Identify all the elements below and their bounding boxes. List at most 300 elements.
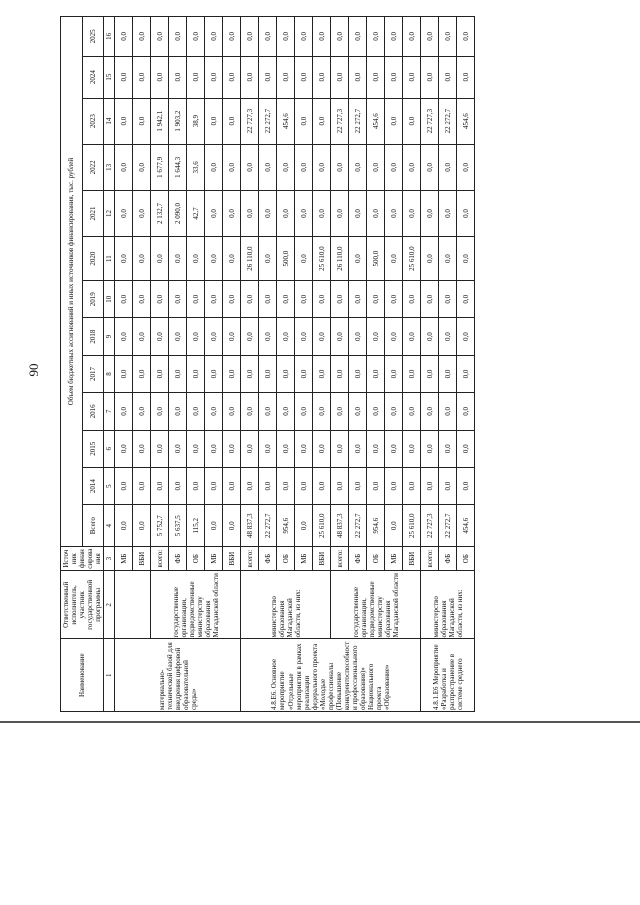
year-value-cell: 0,0 xyxy=(115,318,133,355)
year-value-cell: 0,0 xyxy=(295,467,313,504)
page-number: 90 xyxy=(26,363,41,377)
year-value-cell: 0,0 xyxy=(421,430,439,467)
year-value-cell: 0,0 xyxy=(151,430,169,467)
year-value-cell: 0,0 xyxy=(205,17,223,57)
year-value-cell: 0,0 xyxy=(115,190,133,236)
source-cell: всего: xyxy=(421,547,439,571)
year-value-cell: 0,0 xyxy=(457,237,475,281)
year-value-cell: 0,0 xyxy=(205,98,223,144)
year-value-cell: 0,0 xyxy=(205,430,223,467)
year-value-cell: 0,0 xyxy=(421,237,439,281)
year-value-cell: 38,9 xyxy=(187,98,205,144)
year-value-cell: 0,0 xyxy=(205,355,223,392)
year-value-cell: 0,0 xyxy=(259,281,277,318)
year-value-cell: 0,0 xyxy=(367,144,385,190)
total-value-cell: 25 610,0 xyxy=(313,505,331,547)
year-value-cell: 0,0 xyxy=(439,467,457,504)
year-value-cell: 0,0 xyxy=(403,190,421,236)
year-value-cell: 0,0 xyxy=(277,318,295,355)
year-value-cell: 0,0 xyxy=(169,237,187,281)
budget-table-container xyxy=(60,16,560,712)
year-value-cell: 0,0 xyxy=(277,281,295,318)
responsible-cell: министерство образования Магаданской области, из них: xyxy=(421,571,475,639)
year-value-cell: 0,0 xyxy=(223,190,241,236)
total-value-cell: 25 610,0 xyxy=(403,505,421,547)
total-value-cell: 0,0 xyxy=(205,505,223,547)
year-value-cell: 0,0 xyxy=(277,17,295,57)
column-number: 11 xyxy=(104,237,115,281)
year-value-cell: 0,0 xyxy=(331,56,349,98)
year-value-cell: 2 132,7 xyxy=(151,190,169,236)
year-value-cell: 0,0 xyxy=(187,355,205,392)
year-value-cell: 0,0 xyxy=(457,318,475,355)
year-value-cell: 0,0 xyxy=(457,467,475,504)
year-value-cell: 0,0 xyxy=(169,355,187,392)
year-value-cell: 0,0 xyxy=(205,144,223,190)
year-value-cell: 0,0 xyxy=(223,237,241,281)
year-value-cell: 0,0 xyxy=(133,237,151,281)
year-value-cell: 0,0 xyxy=(241,281,259,318)
year-value-cell: 0,0 xyxy=(331,355,349,392)
table-body xyxy=(115,17,475,712)
year-value-cell: 22 272,7 xyxy=(349,98,367,144)
year-value-cell: 0,0 xyxy=(241,355,259,392)
year-value-cell: 0,0 xyxy=(223,56,241,98)
source-cell: ФБ xyxy=(259,547,277,571)
table-row xyxy=(331,17,349,712)
total-value-cell: 5 637,5 xyxy=(169,505,187,547)
year-value-cell: 0,0 xyxy=(385,355,403,392)
year-value-cell: 0,0 xyxy=(259,17,277,57)
year-value-cell: 0,0 xyxy=(259,190,277,236)
responsible-cell: государственные организации, подведомственные министерству образования Магаданской области xyxy=(151,571,241,639)
source-cell: ФБ xyxy=(349,547,367,571)
header-year: 2019 xyxy=(82,281,104,318)
year-value-cell: 0,0 xyxy=(295,56,313,98)
year-value-cell: 0,0 xyxy=(367,467,385,504)
year-value-cell: 0,0 xyxy=(133,144,151,190)
year-value-cell: 0,0 xyxy=(169,281,187,318)
year-value-cell: 0,0 xyxy=(349,318,367,355)
year-value-cell: 0,0 xyxy=(313,98,331,144)
year-value-cell: 25 610,0 xyxy=(313,237,331,281)
column-number: 10 xyxy=(104,281,115,318)
year-value-cell: 0,0 xyxy=(115,56,133,98)
source-cell: ФБ xyxy=(169,547,187,571)
source-cell: МБ xyxy=(295,547,313,571)
year-value-cell: 0,0 xyxy=(313,393,331,430)
year-value-cell: 0,0 xyxy=(133,17,151,57)
year-value-cell: 0,0 xyxy=(313,430,331,467)
year-value-cell: 0,0 xyxy=(205,281,223,318)
year-value-cell: 0,0 xyxy=(367,393,385,430)
year-value-cell: 0,0 xyxy=(295,281,313,318)
year-value-cell: 0,0 xyxy=(169,56,187,98)
year-value-cell: 0,0 xyxy=(313,56,331,98)
year-value-cell: 42,7 xyxy=(187,190,205,236)
year-value-cell: 0,0 xyxy=(331,281,349,318)
column-number: 12 xyxy=(104,190,115,236)
source-cell: всего: xyxy=(151,547,169,571)
year-value-cell: 0,0 xyxy=(421,281,439,318)
year-value-cell: 0,0 xyxy=(205,56,223,98)
year-value-cell: 454,6 xyxy=(367,98,385,144)
header-responsible: Ответственный исполнитель, участник государственной программы xyxy=(61,571,104,639)
year-value-cell: 0,0 xyxy=(277,393,295,430)
year-value-cell: 0,0 xyxy=(241,190,259,236)
header-year: 2015 xyxy=(82,430,104,467)
year-value-cell: 0,0 xyxy=(133,281,151,318)
year-value-cell: 0,0 xyxy=(115,393,133,430)
year-value-cell: 0,0 xyxy=(439,355,457,392)
year-value-cell: 0,0 xyxy=(331,318,349,355)
year-value-cell: 0,0 xyxy=(439,393,457,430)
year-value-cell: 0,0 xyxy=(295,237,313,281)
year-value-cell: 0,0 xyxy=(295,190,313,236)
year-value-cell: 0,0 xyxy=(367,430,385,467)
year-value-cell: 22 727,3 xyxy=(421,98,439,144)
header-volume: Объем бюджетных ассигнований и иных источников финансирования, тыс. рублей xyxy=(61,17,83,547)
year-value-cell: 0,0 xyxy=(457,430,475,467)
year-value-cell: 0,0 xyxy=(223,430,241,467)
year-value-cell: 0,0 xyxy=(115,355,133,392)
year-value-cell: 0,0 xyxy=(133,467,151,504)
column-number: 16 xyxy=(104,17,115,57)
source-cell: всего: xyxy=(331,547,349,571)
scan-border-line xyxy=(0,721,640,723)
year-value-cell: 0,0 xyxy=(205,393,223,430)
year-value-cell: 0,0 xyxy=(115,237,133,281)
year-value-cell: 0,0 xyxy=(151,355,169,392)
column-number: 6 xyxy=(104,430,115,467)
year-value-cell: 1 903,2 xyxy=(169,98,187,144)
year-value-cell: 0,0 xyxy=(277,144,295,190)
year-value-cell: 0,0 xyxy=(367,190,385,236)
header-year: 2016 xyxy=(82,393,104,430)
year-value-cell: 0,0 xyxy=(385,281,403,318)
year-value-cell: 0,0 xyxy=(349,190,367,236)
source-cell: МБ xyxy=(115,547,133,571)
year-value-cell: 0,0 xyxy=(421,393,439,430)
year-value-cell: 0,0 xyxy=(439,281,457,318)
year-value-cell: 454,6 xyxy=(457,98,475,144)
year-value-cell: 0,0 xyxy=(223,355,241,392)
year-value-cell: 0,0 xyxy=(331,17,349,57)
year-value-cell: 0,0 xyxy=(421,17,439,57)
year-value-cell: 0,0 xyxy=(259,393,277,430)
year-value-cell: 0,0 xyxy=(295,355,313,392)
year-value-cell: 0,0 xyxy=(331,144,349,190)
responsible-cell: министерство образования Магаданской области, из них: xyxy=(241,571,331,639)
year-value-cell: 1 677,9 xyxy=(151,144,169,190)
year-value-cell: 0,0 xyxy=(241,467,259,504)
year-value-cell: 0,0 xyxy=(115,467,133,504)
year-value-cell: 0,0 xyxy=(439,17,457,57)
year-value-cell: 0,0 xyxy=(223,318,241,355)
year-value-cell: 0,0 xyxy=(295,98,313,144)
total-value-cell: 48 837,3 xyxy=(241,505,259,547)
total-value-cell: 5 752,7 xyxy=(151,505,169,547)
year-value-cell: 0,0 xyxy=(133,430,151,467)
year-value-cell: 33,6 xyxy=(187,144,205,190)
source-cell: ОБ xyxy=(277,547,295,571)
year-value-cell: 0,0 xyxy=(259,56,277,98)
year-value-cell: 0,0 xyxy=(295,393,313,430)
year-value-cell: 0,0 xyxy=(385,237,403,281)
year-value-cell: 0,0 xyxy=(115,17,133,57)
year-value-cell: 0,0 xyxy=(421,190,439,236)
source-cell: ОБ xyxy=(457,547,475,571)
year-value-cell: 26 110,0 xyxy=(331,237,349,281)
year-value-cell: 0,0 xyxy=(151,17,169,57)
year-value-cell: 0,0 xyxy=(187,237,205,281)
year-value-cell: 0,0 xyxy=(385,98,403,144)
total-value-cell: 22 272,7 xyxy=(349,505,367,547)
total-value-cell: 22 727,3 xyxy=(421,505,439,547)
year-value-cell: 0,0 xyxy=(241,430,259,467)
column-number: 4 xyxy=(104,505,115,547)
total-value-cell: 454,6 xyxy=(457,505,475,547)
year-value-cell: 0,0 xyxy=(457,281,475,318)
year-value-cell: 0,0 xyxy=(133,190,151,236)
year-value-cell: 0,0 xyxy=(349,430,367,467)
column-number: 2 xyxy=(104,571,115,639)
year-value-cell: 0,0 xyxy=(403,318,421,355)
year-value-cell: 0,0 xyxy=(277,430,295,467)
total-value-cell: 0,0 xyxy=(385,505,403,547)
header-year: 2024 xyxy=(82,56,104,98)
year-value-cell: 0,0 xyxy=(205,318,223,355)
year-value-cell: 454,6 xyxy=(277,98,295,144)
source-cell: ВБИ xyxy=(313,547,331,571)
year-value-cell: 0,0 xyxy=(313,467,331,504)
year-value-cell: 0,0 xyxy=(331,467,349,504)
year-value-cell: 0,0 xyxy=(187,393,205,430)
year-value-cell: 0,0 xyxy=(187,281,205,318)
year-value-cell: 25 610,0 xyxy=(403,237,421,281)
year-value-cell: 0,0 xyxy=(349,144,367,190)
header-year: 2021 xyxy=(82,190,104,236)
year-value-cell: 1 942,1 xyxy=(151,98,169,144)
year-value-cell: 0,0 xyxy=(457,56,475,98)
source-cell: ФБ xyxy=(439,547,457,571)
year-value-cell: 0,0 xyxy=(313,144,331,190)
year-value-cell: 0,0 xyxy=(421,56,439,98)
year-value-cell: 0,0 xyxy=(313,318,331,355)
total-value-cell: 954,6 xyxy=(367,505,385,547)
header-year: 2023 xyxy=(82,98,104,144)
year-value-cell: 0,0 xyxy=(331,190,349,236)
source-cell: МБ xyxy=(385,547,403,571)
column-number: 1 xyxy=(104,639,115,712)
source-cell: ОБ xyxy=(367,547,385,571)
year-value-cell: 0,0 xyxy=(259,355,277,392)
year-value-cell: 0,0 xyxy=(223,467,241,504)
year-value-cell: 0,0 xyxy=(241,318,259,355)
year-value-cell: 0,0 xyxy=(259,144,277,190)
year-value-cell: 0,0 xyxy=(295,144,313,190)
column-number: 3 xyxy=(104,547,115,571)
year-value-cell: 0,0 xyxy=(187,56,205,98)
year-value-cell: 0,0 xyxy=(241,144,259,190)
year-value-cell: 0,0 xyxy=(259,430,277,467)
year-value-cell: 0,0 xyxy=(295,17,313,57)
header-year: 2018 xyxy=(82,318,104,355)
year-value-cell: 0,0 xyxy=(259,467,277,504)
year-value-cell: 0,0 xyxy=(349,467,367,504)
year-value-cell: 0,0 xyxy=(403,355,421,392)
column-number: 7 xyxy=(104,393,115,430)
header-row-1 xyxy=(61,17,83,712)
column-number: 14 xyxy=(104,98,115,144)
year-value-cell: 0,0 xyxy=(205,190,223,236)
total-value-cell: 22 272,7 xyxy=(259,505,277,547)
year-value-cell: 0,0 xyxy=(421,467,439,504)
year-value-cell: 0,0 xyxy=(403,144,421,190)
source-cell: МБ xyxy=(205,547,223,571)
year-value-cell: 0,0 xyxy=(349,17,367,57)
source-cell: ОБ xyxy=(187,547,205,571)
year-value-cell: 0,0 xyxy=(349,393,367,430)
total-value-cell: 0,0 xyxy=(133,505,151,547)
source-cell: ВБИ xyxy=(403,547,421,571)
year-value-cell: 0,0 xyxy=(313,190,331,236)
year-value-cell: 0,0 xyxy=(133,393,151,430)
year-value-cell: 0,0 xyxy=(223,281,241,318)
rotated-table xyxy=(60,16,560,712)
year-value-cell: 500,0 xyxy=(367,237,385,281)
column-numbers-row xyxy=(104,17,115,712)
column-number: 5 xyxy=(104,467,115,504)
year-value-cell: 0,0 xyxy=(439,318,457,355)
year-value-cell: 0,0 xyxy=(349,56,367,98)
column-number: 15 xyxy=(104,56,115,98)
year-value-cell: 22 272,7 xyxy=(259,98,277,144)
year-value-cell: 0,0 xyxy=(205,467,223,504)
total-value-cell: 48 837,3 xyxy=(331,505,349,547)
year-value-cell: 0,0 xyxy=(331,430,349,467)
year-value-cell: 0,0 xyxy=(259,318,277,355)
year-value-cell: 0,0 xyxy=(169,17,187,57)
year-value-cell: 0,0 xyxy=(295,318,313,355)
year-value-cell: 0,0 xyxy=(295,430,313,467)
source-cell: ВБИ xyxy=(223,547,241,571)
year-value-cell: 0,0 xyxy=(241,56,259,98)
year-value-cell: 0,0 xyxy=(277,355,295,392)
year-value-cell: 0,0 xyxy=(223,17,241,57)
year-value-cell: 0,0 xyxy=(367,355,385,392)
year-value-cell: 0,0 xyxy=(277,56,295,98)
header-total: Всего xyxy=(82,505,104,547)
year-value-cell: 0,0 xyxy=(133,98,151,144)
year-value-cell: 0,0 xyxy=(439,190,457,236)
year-value-cell: 0,0 xyxy=(349,237,367,281)
year-value-cell: 0,0 xyxy=(439,430,457,467)
year-value-cell: 500,0 xyxy=(277,237,295,281)
year-value-cell: 0,0 xyxy=(385,56,403,98)
year-value-cell: 0,0 xyxy=(169,430,187,467)
year-value-cell: 22 272,7 xyxy=(439,98,457,144)
table-row xyxy=(115,17,133,712)
year-value-cell: 0,0 xyxy=(313,355,331,392)
year-value-cell: 1 644,3 xyxy=(169,144,187,190)
year-value-cell: 0,0 xyxy=(241,17,259,57)
year-value-cell: 0,0 xyxy=(151,318,169,355)
source-cell: всего: xyxy=(241,547,259,571)
year-value-cell: 0,0 xyxy=(133,318,151,355)
year-value-cell: 0,0 xyxy=(385,17,403,57)
year-value-cell: 0,0 xyxy=(367,281,385,318)
table-row xyxy=(241,17,259,712)
total-value-cell: 0,0 xyxy=(115,505,133,547)
year-value-cell: 0,0 xyxy=(223,144,241,190)
year-value-cell: 0,0 xyxy=(313,17,331,57)
total-value-cell: 115,2 xyxy=(187,505,205,547)
year-value-cell: 0,0 xyxy=(385,467,403,504)
year-value-cell: 0,0 xyxy=(259,237,277,281)
total-value-cell: 0,0 xyxy=(295,505,313,547)
year-value-cell: 0,0 xyxy=(187,467,205,504)
table-row xyxy=(421,17,439,712)
year-value-cell: 0,0 xyxy=(151,237,169,281)
year-value-cell: 0,0 xyxy=(133,56,151,98)
year-value-cell: 0,0 xyxy=(223,393,241,430)
year-value-cell: 22 727,3 xyxy=(241,98,259,144)
year-value-cell: 0,0 xyxy=(403,17,421,57)
header-year: 2025 xyxy=(82,17,104,57)
year-value-cell: 22 727,3 xyxy=(331,98,349,144)
header-year: 2014 xyxy=(82,467,104,504)
year-value-cell: 0,0 xyxy=(115,430,133,467)
year-value-cell: 0,0 xyxy=(115,144,133,190)
year-value-cell: 0,0 xyxy=(367,318,385,355)
total-value-cell: 954,6 xyxy=(277,505,295,547)
year-value-cell: 0,0 xyxy=(457,393,475,430)
activity-name-cell: 4.8.Е6. Основное мероприятие «Отдельные мероприятия в рамках реализации федерального проекта «Молодые профессионалы (Повышение конкурентоспособности профессионального образования)» Национального проекта «Образование» xyxy=(241,639,421,712)
year-value-cell: 0,0 xyxy=(421,318,439,355)
year-value-cell: 0,0 xyxy=(169,467,187,504)
source-cell: ВБИ xyxy=(133,547,151,571)
year-value-cell: 0,0 xyxy=(151,56,169,98)
year-value-cell: 0,0 xyxy=(439,56,457,98)
responsible-cell: государственные организации, подведомственные министерству образования Магаданской области xyxy=(331,571,421,639)
year-value-cell: 0,0 xyxy=(457,144,475,190)
year-value-cell: 0,0 xyxy=(241,393,259,430)
header-year: 2020 xyxy=(82,237,104,281)
year-value-cell: 0,0 xyxy=(403,281,421,318)
year-value-cell: 0,0 xyxy=(457,190,475,236)
year-value-cell: 0,0 xyxy=(349,355,367,392)
year-value-cell: 0,0 xyxy=(403,56,421,98)
year-value-cell: 0,0 xyxy=(403,467,421,504)
header-year: 2022 xyxy=(82,144,104,190)
year-value-cell: 0,0 xyxy=(385,144,403,190)
year-value-cell: 0,0 xyxy=(331,393,349,430)
year-value-cell: 26 110,0 xyxy=(241,237,259,281)
header-year: 2017 xyxy=(82,355,104,392)
total-value-cell: 0,0 xyxy=(223,505,241,547)
responsible-cell xyxy=(115,571,151,639)
header-source: Источник финансирования xyxy=(62,548,103,569)
column-number: 13 xyxy=(104,144,115,190)
year-value-cell: 0,0 xyxy=(457,355,475,392)
year-value-cell: 0,0 xyxy=(367,56,385,98)
year-value-cell: 0,0 xyxy=(457,17,475,57)
year-value-cell: 0,0 xyxy=(403,98,421,144)
year-value-cell: 2 090,0 xyxy=(169,190,187,236)
year-value-cell: 0,0 xyxy=(115,281,133,318)
year-value-cell: 0,0 xyxy=(151,281,169,318)
